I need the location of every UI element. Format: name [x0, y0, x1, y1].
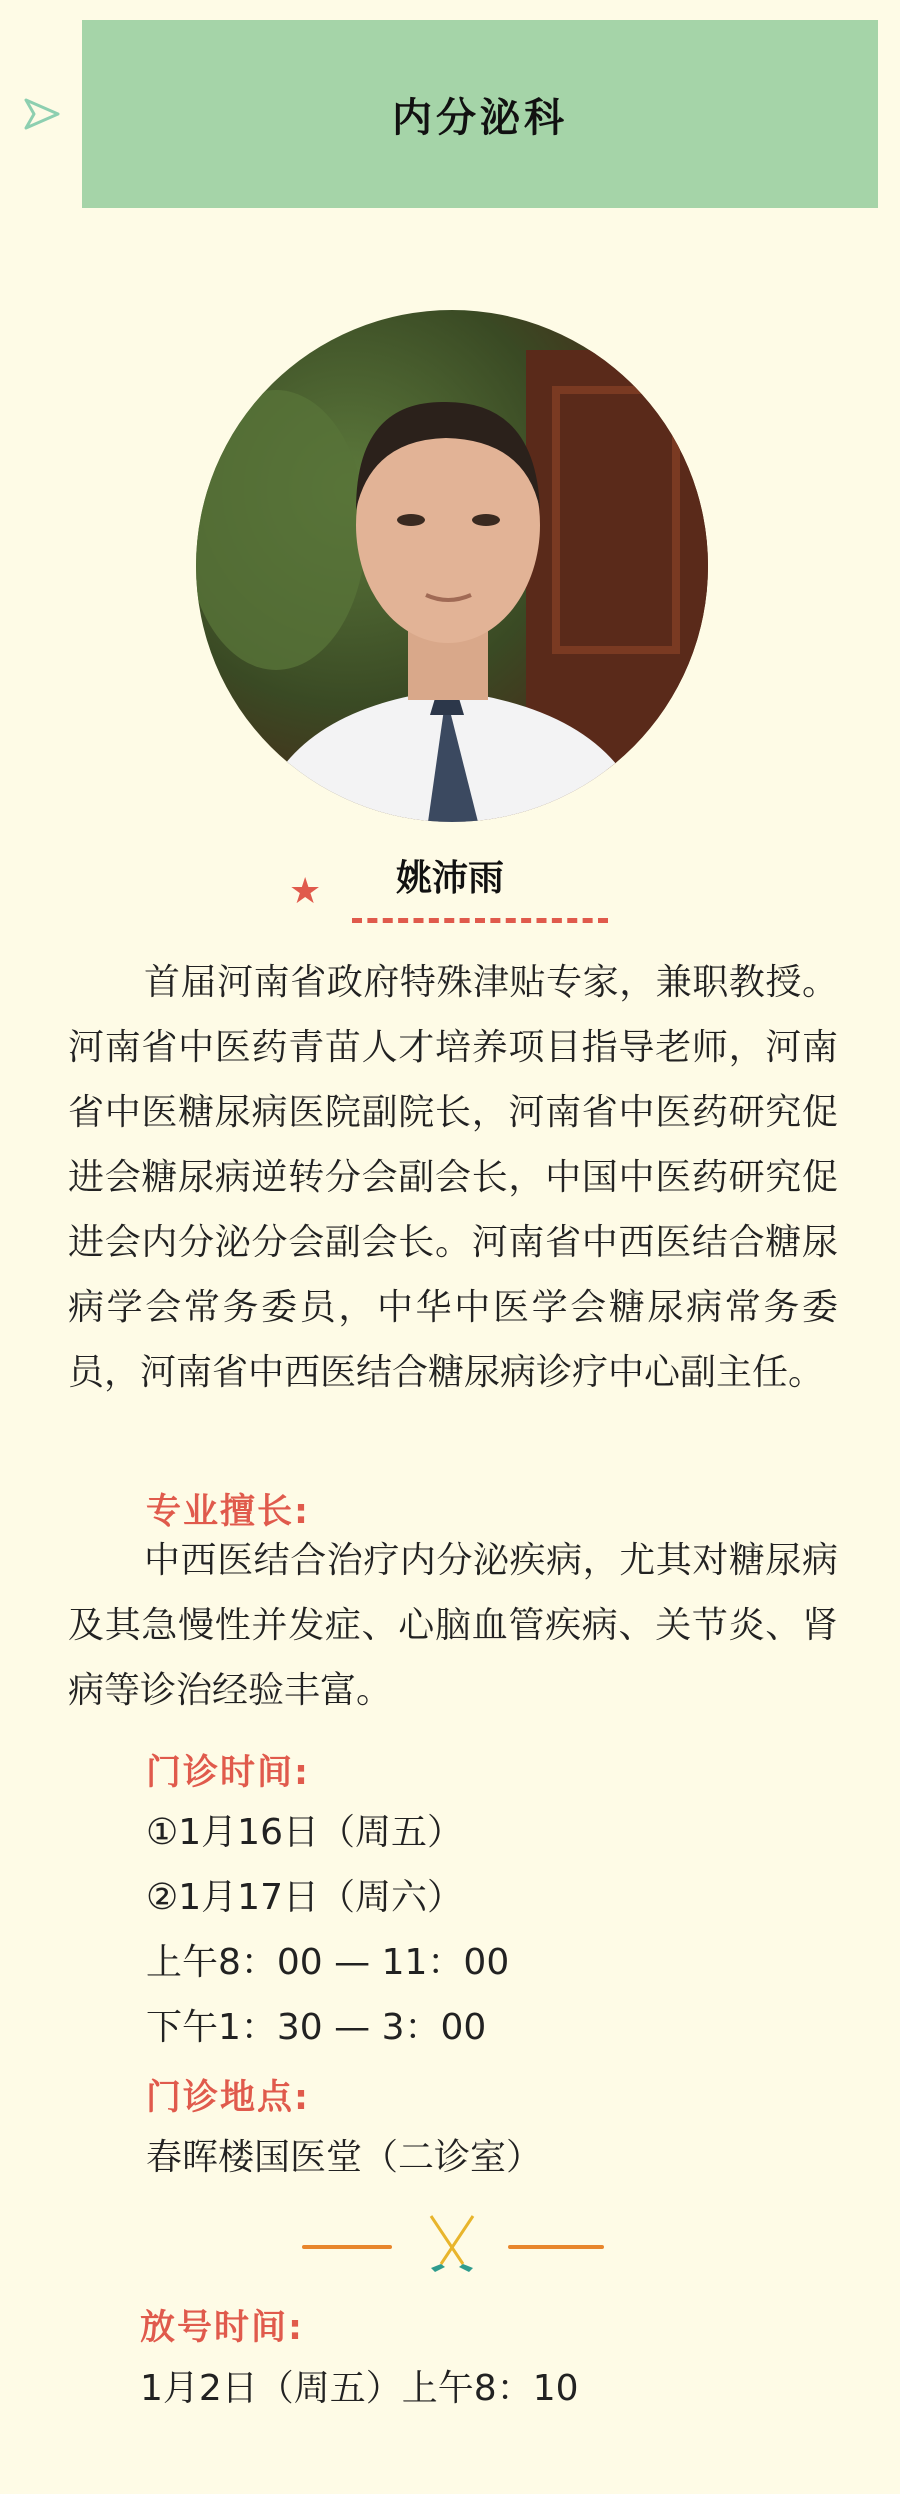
clinic-morning-hours: 上午8：00 — 11：00 — [146, 1942, 510, 1983]
ticket-time-label: 放号时间: — [140, 2308, 304, 2348]
clinic-location-value: 春晖楼国医堂（二诊室） — [146, 2137, 543, 2178]
star-icon: ★ — [289, 871, 322, 912]
page-right-margin — [880, 0, 900, 2494]
doctor-bio — [68, 950, 838, 1405]
clinic-date-2: ②1月17日（周六） — [146, 1877, 463, 1918]
divider-right — [508, 2245, 604, 2249]
page-title: 内分泌科 — [392, 94, 568, 141]
bio-text: 首届河南省政府特殊津贴专家，兼职教授。河南省中医药青苗人才培养项目指导老师，河南省中医糖尿病医院副院长，河南省中医药研究促进会糖尿病逆转分会副会长，中国中医药研究促进会内分泌分会副会长。河南省中西医结合糖尿病学会常务委员，中华中医学会糖尿病常务委员，河南省中西医结合糖尿病诊疗中心副主任。 — [68, 962, 838, 1393]
arrow-right-icon — [22, 94, 62, 134]
specialty-text: 中西医结合治疗内分泌疾病，尤其对糖尿病及其急慢性并发症、心脑血管疾病、关节炎、肾病等诊治经验丰富。 — [68, 1540, 838, 1711]
doctor-portrait — [196, 310, 708, 822]
clinic-location-label: 门诊地点: — [146, 2078, 310, 2118]
crossed-golf-clubs-icon — [423, 2212, 481, 2276]
section-header — [82, 20, 878, 208]
name-underline — [352, 918, 608, 923]
clinic-date-1: ①1月16日（周五） — [146, 1812, 463, 1853]
clinic-time-label: 门诊时间: — [146, 1753, 310, 1793]
clinic-afternoon-hours: 下午1：30 — 3：00 — [146, 2007, 487, 2048]
ticket-time-value: 1月2日（周五）上午8：10 — [140, 2368, 579, 2409]
doctor-name: 姚沛雨 — [395, 858, 504, 899]
divider-left — [302, 2245, 392, 2249]
specialty-label: 专业擅长: — [146, 1492, 310, 1532]
